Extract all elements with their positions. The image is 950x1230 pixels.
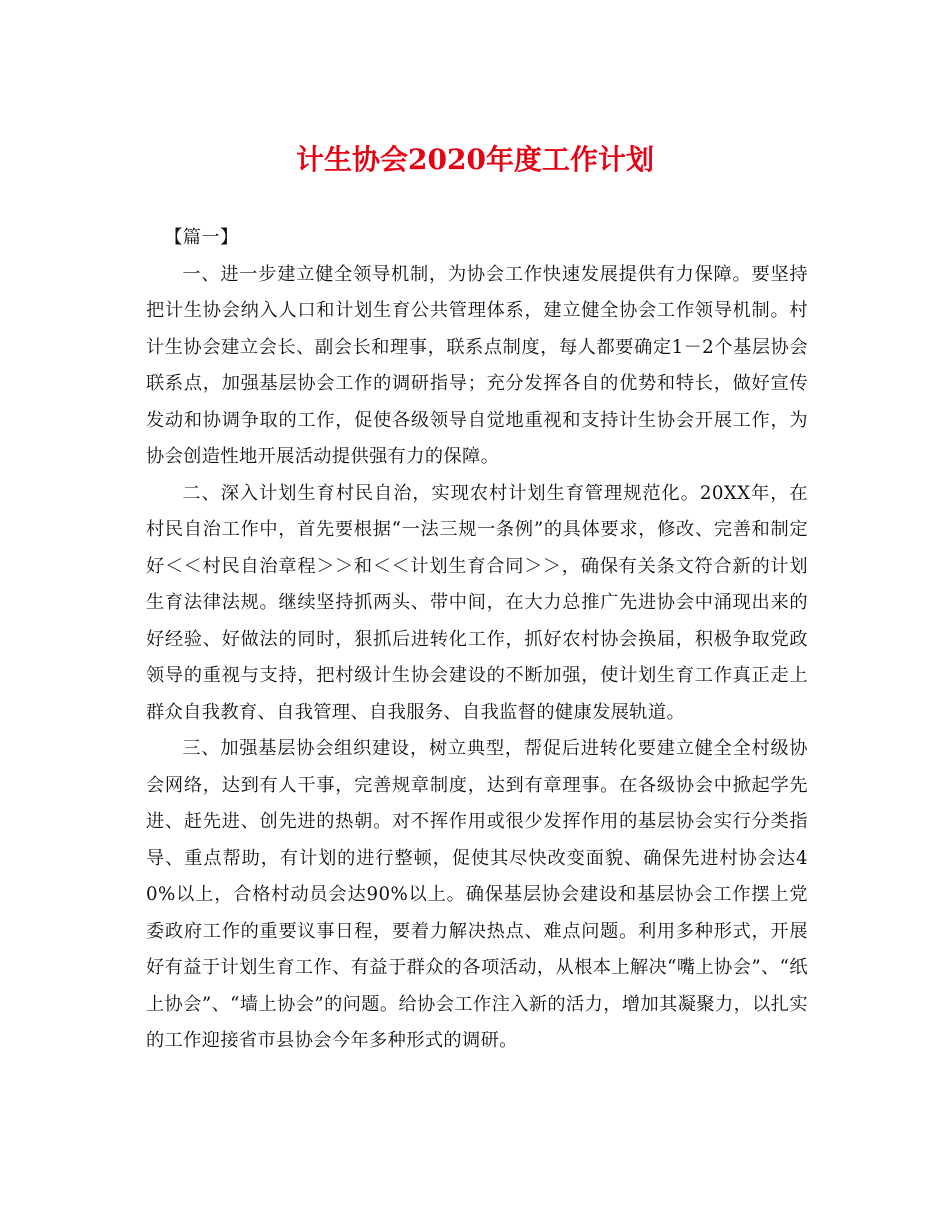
paragraph-3: 三、加强基层协会组织建设，树立典型，帮促后进转化要建立健全全村级协会网络，达到有人干事，完善规章制度，达到有章理事。在各级协会中掀起学先进、赶先进、创先进的热朝。对不挥作用或很少发挥作用的基层协会实行分类指导、重点帮助，有计划的进行整顿，促使其尽快改变面貌、确保先进村协会达40%以上，合格村动员会达90%以上。确保基层协会建设和基层协会工作摆上党委政府工作的重要议事日程，要着力解决热点、难点问题。利用多种形式，开展好有益于计划生育工作、有益于群众的各项活动，从根本上解决“嘴上协会”、“纸上协会”、“墙上协会”的问题。给协会工作注入新的活力，增加其凝聚力，以扎实的工作迎接省市县协会今年多种形式的调研。 — [146, 738, 808, 1051]
document-body — [146, 220, 808, 1060]
section-label: 【篇一】 — [164, 227, 239, 248]
paragraph-1: 一、进一步建立健全领导机制，为协会工作快速发展提供有力保障。要坚持把计生协会纳入人口和计划生育公共管理体系，建立健全协会工作领导机制。村计生协会建立会长、副会长和理事，联系点制度，每人都要确定1－2个基层协会联系点，加强基层协会工作的调研指导；充分发挥各自的优势和特长，做好宣传发动和协调争取的工作，促使各级领导自觉地重视和支持计生协会开展工作，为协会创造性地开展活动提供强有力的保障。 — [146, 263, 808, 467]
paragraph-2: 二、深入计划生育村民自治，实现农村计划生育管理规范化。20XX年，在村民自治工作中，首先要根据“一法三规一条例”的具体要求，修改、完善和制定好＜＜村民自治章程＞＞和＜＜计划生育合同＞＞，确保有关条文符合新的计划生育法律法规。继续坚持抓两头、带中间，在大力总推广先进协会中涌现出来的好经验、好做法的同时，狠抓后进转化工作，抓好农村协会换届，积极争取党政领导的重视与支持，把村级计生协会建设的不断加强，使计划生育工作真正走上群众自我教育、自我管理、自我服务、自我监督的健康发展轨道。 — [146, 482, 808, 723]
document-title: 计生协会2020年度工作计划 — [296, 143, 654, 176]
